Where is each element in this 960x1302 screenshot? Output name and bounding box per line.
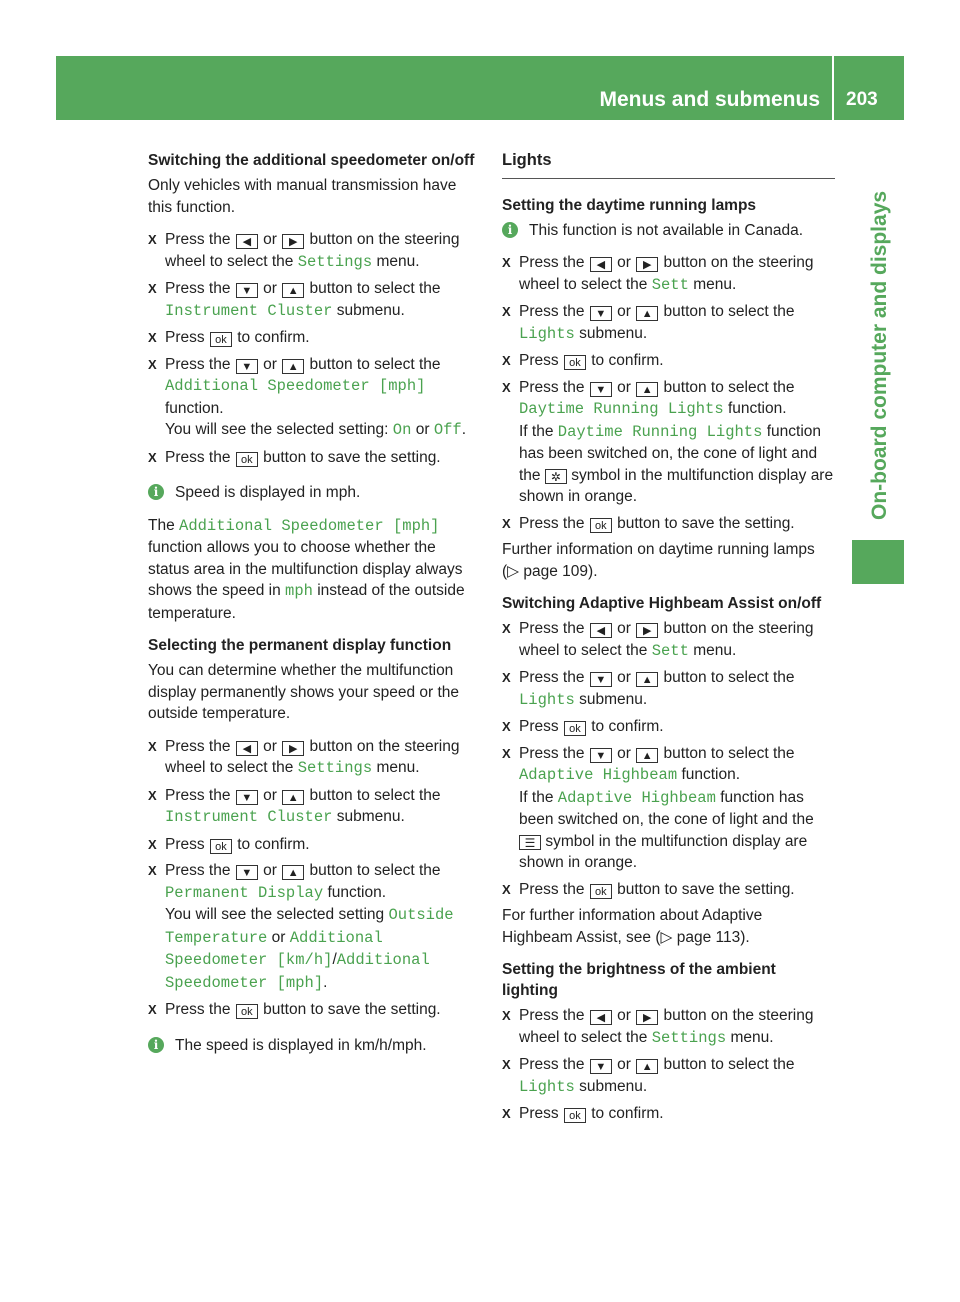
info-icon: i (148, 484, 164, 500)
submenu-name: Instrument Cluster (165, 808, 333, 826)
down-key-icon: ▼ (236, 359, 258, 374)
info-icon: i (148, 1037, 164, 1053)
up-key-icon: ▲ (636, 382, 658, 397)
option-speedometer-mph: Additional Speedometer [mph] (165, 951, 430, 992)
right-column (502, 150, 835, 1130)
info-icon: i (502, 222, 518, 238)
step: X Press the ◀ or ▶ button on the steering wheel to select the Settings menu. (502, 1005, 835, 1049)
step: X Press the ok button to save the setting. (148, 447, 481, 469)
up-key-icon: ▲ (282, 359, 304, 374)
submenu-name: Lights (519, 690, 575, 709)
function-name: Daytime Running Lights (557, 422, 763, 441)
ok-key-icon: ok (236, 452, 258, 467)
function-name: Adaptive Highbeam (519, 766, 678, 784)
down-key-icon: ▼ (590, 306, 612, 321)
up-key-icon: ▲ (282, 790, 304, 805)
submenu-name: Instrument Cluster (165, 301, 333, 320)
step: X Press the ◀ or ▶ button on the steering wheel to select the Settings menu. (148, 229, 481, 273)
up-key-icon: ▲ (282, 283, 304, 298)
up-key-icon: ▲ (636, 672, 658, 687)
menu-name: Settings (297, 759, 373, 777)
step: X Press the ▼ or ▲ button to select the Instrument Cluster submenu. (148, 278, 481, 322)
section-title: Lights (502, 150, 835, 179)
page-header (56, 56, 904, 120)
function-name: Daytime Running Lights (519, 400, 724, 418)
section-heading: Setting the brightness of the ambient lighting (502, 961, 776, 999)
function-name: Permanent Display (165, 883, 324, 902)
step: X Press the ok button to save the setting. (502, 879, 835, 901)
paragraph: You can determine whether the multifunction display permanently shows your speed or the outside temperature. (148, 662, 460, 722)
left-column (148, 150, 481, 1067)
step: X Press the ◀ or ▶ button on the steering wheel to select the Sett menu. (502, 618, 835, 662)
option-off: Off (433, 421, 462, 439)
header-title: Menus and submenus (599, 88, 820, 111)
function-name: Additional Speedometer [mph] (179, 516, 440, 535)
down-key-icon: ▼ (236, 283, 258, 298)
step: X Press the ◀ or ▶ button on the steering wheel to select the Sett menu. (502, 252, 835, 296)
section-heading: Switching Adaptive Highbeam Assist on/off (502, 595, 822, 612)
ok-key-icon: ok (564, 1108, 586, 1123)
step: X Press the ok button to save the setting. (502, 513, 835, 535)
left-key-icon: ◀ (236, 234, 258, 249)
ok-key-icon: ok (210, 839, 232, 854)
right-key-icon: ▶ (282, 741, 304, 756)
paragraph: The Additional Speedometer [mph] function allows you to choose whether the status area in the multifunction display always shows the speed in mph instead of the outside temperature. (148, 516, 465, 622)
step: X Press the ◀ or ▶ button on the steering wheel to select the Settings menu. (148, 736, 481, 780)
section-heading: Switching the additional speedometer on/off (148, 152, 475, 169)
right-key-icon: ▶ (636, 1010, 658, 1025)
paragraph: Only vehicles with manual transmission have this function. (148, 177, 457, 216)
step: X Press the ▼ or ▲ button to select the Instrument Cluster submenu. (148, 785, 481, 829)
left-key-icon: ◀ (590, 623, 612, 638)
down-key-icon: ▼ (590, 382, 612, 397)
function-name: Adaptive Highbeam (557, 788, 716, 807)
header-divider (832, 56, 834, 120)
ok-key-icon: ok (564, 721, 586, 736)
step: X Press the ▼ or ▲ button to select the Permanent Display function. You will see the selected setting Outside Temperature or Additional Speedometer [km/h]/Additional Speedometer [mph]. (148, 860, 481, 994)
option-speedometer-kmh: Additional Speedometer [km/h] (165, 928, 383, 969)
step: X Press the ▼ or ▲ button to select the Lights submenu. (502, 1054, 835, 1098)
up-key-icon: ▲ (282, 865, 304, 880)
high-beam-icon: ☰ (519, 835, 541, 850)
right-key-icon: ▶ (282, 234, 304, 249)
step: X Press the ▼ or ▲ button to select the Lights submenu. (502, 667, 835, 711)
ok-key-icon: ok (590, 518, 612, 533)
unit-name: mph (285, 582, 313, 600)
down-key-icon: ▼ (590, 1059, 612, 1074)
sidebar-chapter-label: On-board computer and displays (868, 190, 891, 520)
section-heading: Setting the daytime running lamps (502, 196, 757, 214)
right-key-icon: ▶ (636, 623, 658, 638)
down-key-icon: ▼ (590, 672, 612, 687)
paragraph: For further information about Adaptive Highbeam Assist, see (▷ page 113). (502, 907, 763, 946)
ok-key-icon: ok (590, 884, 612, 899)
left-key-icon: ◀ (236, 741, 258, 756)
down-key-icon: ▼ (236, 790, 258, 805)
ok-key-icon: ok (564, 355, 586, 370)
info-note: i Speed is displayed in mph. (148, 482, 481, 504)
step: X Press ok to confirm. (502, 350, 835, 372)
page-number: 203 (846, 89, 878, 110)
info-note: i The speed is displayed in km/h/mph. (148, 1035, 481, 1057)
menu-name: Sett (651, 275, 689, 294)
option-outside-temperature: Outside Temperature (165, 906, 454, 947)
step: X Press the ▼ or ▲ button to select the Additional Speedometer [mph] function. You will see the selected setting: On or Off. (148, 354, 481, 442)
function-name: Additional Speedometer [mph] (165, 377, 426, 395)
left-key-icon: ◀ (590, 257, 612, 272)
menu-name: Settings (297, 252, 373, 271)
submenu-name: Lights (519, 1077, 575, 1096)
step: X Press ok to confirm. (502, 1103, 835, 1125)
sidebar-tab (852, 540, 904, 584)
up-key-icon: ▲ (636, 306, 658, 321)
sidebar-chapter (846, 120, 904, 540)
step: X Press ok to confirm. (148, 327, 481, 349)
info-note: i This function is not available in Canada. (502, 220, 835, 242)
paragraph: Further information on daytime running lamps (▷ page 109). (502, 541, 815, 580)
left-key-icon: ◀ (590, 1010, 612, 1025)
right-key-icon: ▶ (636, 257, 658, 272)
ok-key-icon: ok (236, 1004, 258, 1019)
step: X Press ok to confirm. (502, 716, 835, 738)
menu-name: Sett (651, 641, 689, 660)
ok-key-icon: ok (210, 332, 232, 347)
step: X Press the ▼ or ▲ button to select the Adaptive Highbeam function. If the Adaptive Highbeam function has been switched on, the cone of light and the ☰ symbol in the multifunction display are shown in orange. (502, 743, 835, 874)
menu-name: Settings (651, 1028, 727, 1047)
section-heading: Selecting the permanent display function (148, 637, 452, 654)
submenu-name: Lights (519, 324, 575, 343)
option-on: On (392, 421, 412, 439)
step: X Press the ok button to save the setting. (148, 999, 481, 1021)
down-key-icon: ▼ (236, 865, 258, 880)
step: X Press the ▼ or ▲ button to select the Lights submenu. (502, 301, 835, 345)
step: X Press the ▼ or ▲ button to select the Daytime Running Lights function. If the Daytime Running Lights function has been switched on, the cone of light and the ✲ symbol in the multifunction display are shown in orange. (502, 377, 835, 508)
step: X Press ok to confirm. (148, 834, 481, 856)
down-key-icon: ▼ (590, 748, 612, 763)
up-key-icon: ▲ (636, 748, 658, 763)
up-key-icon: ▲ (636, 1059, 658, 1074)
daytime-lights-icon: ✲ (545, 469, 567, 484)
